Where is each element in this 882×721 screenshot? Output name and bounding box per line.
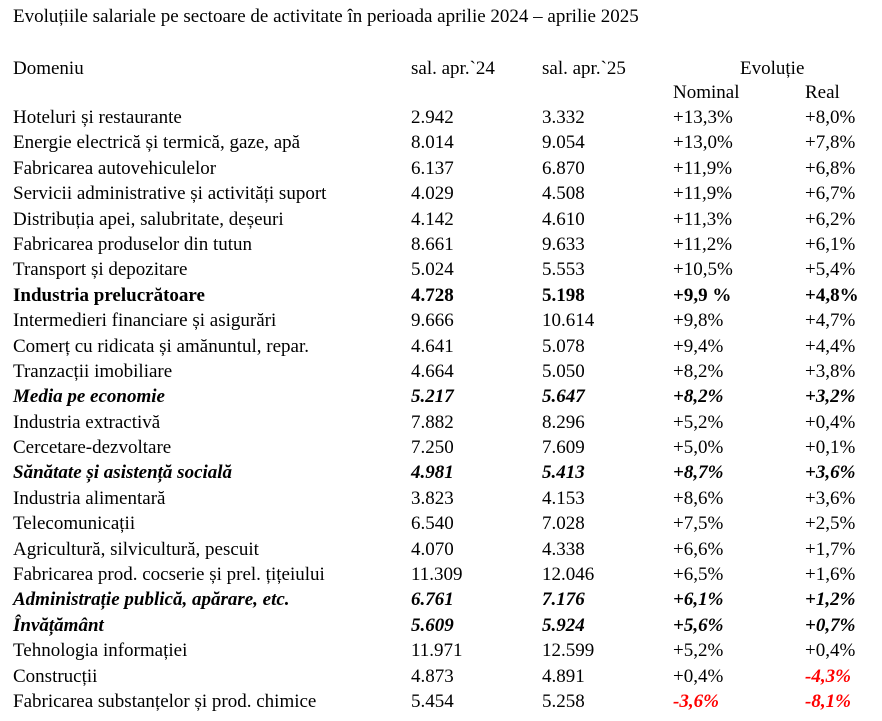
row-domain: Tranzacții imobiliare xyxy=(13,360,173,382)
table-row xyxy=(0,537,882,562)
row-nominal-change: +9,8% xyxy=(673,310,724,332)
table-row xyxy=(0,283,882,308)
row-domain: Fabricarea autovehiculelor xyxy=(13,157,217,179)
row-real-change: +2,5% xyxy=(805,513,856,535)
row-real-change: +5,4% xyxy=(805,259,856,281)
row-salary-2025: 3.332 xyxy=(542,107,585,128)
row-nominal-change: +11,3% xyxy=(673,208,733,230)
row-real-change: +1,6% xyxy=(805,564,856,586)
row-domain: Agricultură, silvicultură, pescuit xyxy=(13,538,259,560)
table-row xyxy=(0,587,882,612)
header-salary-apr-2024: sal. apr.`24 xyxy=(411,58,495,79)
row-real-change: -8,1% xyxy=(805,690,851,712)
row-real-change: +4,7% xyxy=(805,310,856,332)
table-row xyxy=(0,664,882,689)
table-row xyxy=(0,257,882,282)
row-salary-2024: 5.217 xyxy=(411,386,454,408)
row-salary-2025: 8.296 xyxy=(542,411,585,433)
row-domain: Sănătate și asistență socială xyxy=(13,462,233,484)
row-real-change: +3,8% xyxy=(805,360,856,382)
row-salary-2024: 5.609 xyxy=(411,614,454,636)
row-salary-2025: 5.553 xyxy=(542,259,585,281)
row-nominal-change: +10,5% xyxy=(673,259,733,281)
row-nominal-change: +6,6% xyxy=(673,538,724,560)
row-nominal-change: +6,1% xyxy=(673,589,724,611)
row-real-change: +4,4% xyxy=(805,335,856,357)
row-domain: Distribuția apei, salubritate, deșeuri xyxy=(13,208,284,230)
row-real-change: +3,6% xyxy=(805,462,856,484)
table-row xyxy=(0,460,882,485)
salary-table-body xyxy=(0,105,882,714)
header-real: Real xyxy=(805,82,840,103)
row-salary-2025: 5.050 xyxy=(542,360,585,382)
row-domain: Hoteluri și restaurante xyxy=(13,107,182,128)
row-nominal-change: +8,2% xyxy=(673,386,724,408)
row-salary-2024: 4.664 xyxy=(411,360,454,382)
row-real-change: +6,8% xyxy=(805,157,856,179)
row-domain: Fabricarea substanțelor și prod. chimice xyxy=(13,690,317,712)
row-domain: Construcții xyxy=(13,665,98,687)
row-real-change: +1,7% xyxy=(805,538,856,560)
table-row xyxy=(0,562,882,587)
row-salary-2025: 12.046 xyxy=(542,564,595,586)
row-nominal-change: +11,9% xyxy=(673,183,733,205)
row-salary-2024: 6.761 xyxy=(411,589,454,611)
row-nominal-change: -3,6% xyxy=(673,690,719,712)
row-salary-2025: 4.508 xyxy=(542,183,585,205)
row-salary-2024: 7.250 xyxy=(411,437,454,459)
row-salary-2024: 6.137 xyxy=(411,157,454,179)
row-nominal-change: +8,2% xyxy=(673,360,724,382)
row-real-change: -4,3% xyxy=(805,665,851,687)
row-domain: Telecomunicații xyxy=(13,513,136,535)
row-salary-2024: 4.029 xyxy=(411,183,454,205)
row-domain: Industria extractivă xyxy=(13,411,161,433)
table-row xyxy=(0,105,882,130)
table-row xyxy=(0,359,882,384)
row-salary-2024: 4.728 xyxy=(411,284,454,306)
row-salary-2025: 5.924 xyxy=(542,614,585,636)
row-domain: Industria prelucrătoare xyxy=(13,284,205,306)
row-domain: Media pe economie xyxy=(13,386,165,408)
row-domain: Energie electrică și termică, gaze, apă xyxy=(13,132,301,154)
row-real-change: +0,1% xyxy=(805,437,856,459)
row-salary-2025: 10.614 xyxy=(542,310,595,332)
row-salary-2025: 9.054 xyxy=(542,132,585,154)
row-nominal-change: +11,2% xyxy=(673,233,733,255)
row-real-change: +7,8% xyxy=(805,132,856,154)
row-salary-2025: 5.078 xyxy=(542,335,585,357)
row-salary-2024: 8.014 xyxy=(411,132,454,154)
row-salary-2024: 11.309 xyxy=(411,564,463,586)
table-row xyxy=(0,156,882,181)
row-salary-2024: 5.024 xyxy=(411,259,454,281)
table-row xyxy=(0,181,882,206)
row-nominal-change: +7,5% xyxy=(673,513,724,535)
row-salary-2025: 4.610 xyxy=(542,208,585,230)
row-salary-2025: 7.609 xyxy=(542,437,585,459)
row-domain: Comerț cu ridicata și amănuntul, repar. xyxy=(13,335,309,357)
table-row xyxy=(0,613,882,638)
row-real-change: +3,2% xyxy=(805,386,856,408)
row-real-change: +8,0% xyxy=(805,107,856,128)
header-evolution: Evoluție xyxy=(740,58,805,79)
row-real-change: +6,2% xyxy=(805,208,856,230)
row-salary-2025: 9.633 xyxy=(542,233,585,255)
row-nominal-change: +13,0% xyxy=(673,132,733,154)
row-domain: Intermedieri financiare și asigurări xyxy=(13,310,277,332)
row-salary-2024: 4.070 xyxy=(411,538,454,560)
row-salary-2025: 6.870 xyxy=(542,157,585,179)
table-row xyxy=(0,410,882,435)
row-salary-2025: 4.891 xyxy=(542,665,585,687)
row-salary-2024: 5.454 xyxy=(411,690,454,712)
row-real-change: +4,8% xyxy=(805,284,859,306)
table-row xyxy=(0,486,882,511)
table-row xyxy=(0,308,882,333)
row-domain: Cercetare-dezvoltare xyxy=(13,437,172,459)
row-real-change: +6,1% xyxy=(805,233,856,255)
header-domain: Domeniu xyxy=(13,58,84,79)
row-salary-2024: 11.971 xyxy=(411,640,463,662)
row-real-change: +6,7% xyxy=(805,183,856,205)
row-real-change: +3,6% xyxy=(805,487,856,509)
row-domain: Fabricarea prod. cocserie și prel. țițeiului xyxy=(13,564,325,586)
row-real-change: +0,4% xyxy=(805,411,856,433)
table-row xyxy=(0,130,882,155)
row-salary-2024: 4.142 xyxy=(411,208,454,230)
row-salary-2025: 7.028 xyxy=(542,513,585,535)
row-salary-2025: 12.599 xyxy=(542,640,595,662)
row-nominal-change: +5,0% xyxy=(673,437,724,459)
document-title: Evoluțiile salariale pe sectoare de activitate în perioada aprilie 2024 – aprilie 2025 xyxy=(13,6,639,27)
row-salary-2024: 9.666 xyxy=(411,310,454,332)
row-nominal-change: +5,6% xyxy=(673,614,724,636)
row-salary-2024: 3.823 xyxy=(411,487,454,509)
table-row xyxy=(0,207,882,232)
row-nominal-change: +9,9 % xyxy=(673,284,732,306)
row-salary-2025: 4.338 xyxy=(542,538,585,560)
row-nominal-change: +11,9% xyxy=(673,157,733,179)
row-salary-2025: 7.176 xyxy=(542,589,585,611)
row-nominal-change: +13,3% xyxy=(673,107,733,128)
row-domain: Învățământ xyxy=(13,614,104,636)
row-salary-2024: 8.661 xyxy=(411,233,454,255)
row-salary-2025: 5.413 xyxy=(542,462,585,484)
row-domain: Fabricarea produselor din tutun xyxy=(13,233,253,255)
table-row xyxy=(0,638,882,663)
row-salary-2024: 6.540 xyxy=(411,513,454,535)
row-nominal-change: +6,5% xyxy=(673,564,724,586)
row-nominal-change: +8,7% xyxy=(673,462,724,484)
row-real-change: +0,7% xyxy=(805,614,856,636)
row-salary-2025: 5.258 xyxy=(542,690,585,712)
row-salary-2024: 2.942 xyxy=(411,107,454,128)
row-real-change: +0,4% xyxy=(805,640,856,662)
row-domain: Tehnologia informației xyxy=(13,640,188,662)
table-row xyxy=(0,232,882,257)
row-nominal-change: +8,6% xyxy=(673,487,724,509)
row-salary-2025: 5.647 xyxy=(542,386,585,408)
row-salary-2024: 4.641 xyxy=(411,335,454,357)
row-salary-2025: 5.198 xyxy=(542,284,585,306)
row-salary-2024: 4.873 xyxy=(411,665,454,687)
row-domain: Administrație publică, apărare, etc. xyxy=(13,589,290,611)
row-salary-2024: 4.981 xyxy=(411,462,454,484)
row-nominal-change: +9,4% xyxy=(673,335,724,357)
table-row xyxy=(0,435,882,460)
row-nominal-change: +5,2% xyxy=(673,411,724,433)
row-salary-2024: 7.882 xyxy=(411,411,454,433)
header-salary-apr-2025: sal. apr.`25 xyxy=(542,58,626,79)
row-domain: Transport și depozitare xyxy=(13,259,188,281)
row-nominal-change: +5,2% xyxy=(673,640,724,662)
header-nominal: Nominal xyxy=(673,82,740,103)
row-real-change: +1,2% xyxy=(805,589,856,611)
table-row xyxy=(0,334,882,359)
row-nominal-change: +0,4% xyxy=(673,665,724,687)
row-domain: Industria alimentară xyxy=(13,487,166,509)
table-row xyxy=(0,511,882,536)
table-row xyxy=(0,689,882,714)
table-row xyxy=(0,384,882,409)
row-salary-2025: 4.153 xyxy=(542,487,585,509)
row-domain: Servicii administrative și activități suport xyxy=(13,183,327,205)
